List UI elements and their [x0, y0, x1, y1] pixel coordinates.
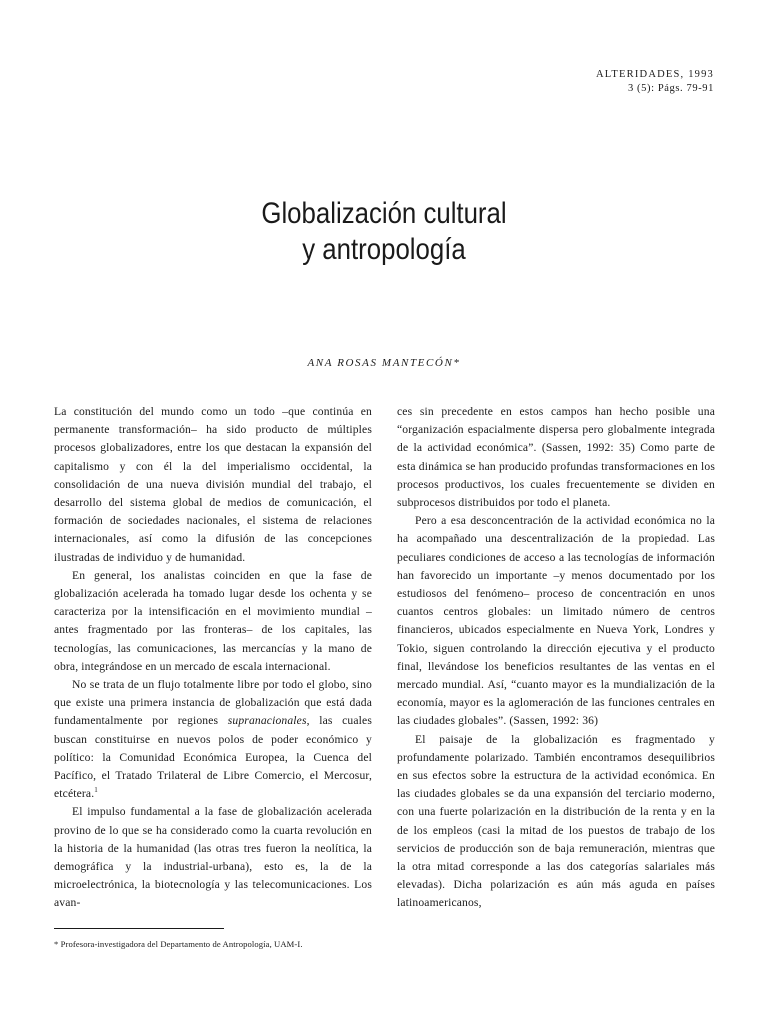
article-title — [54, 196, 714, 268]
left-paragraph-1: La constitución del mundo como un todo –que continúa en permanente transformación– ha sido producto de múltiples procesos globalizadores, entre los que destacan la expansión del capitalismo y con él la del imperialismo occidental, la consolidación de una nueva división mundial del trabajo, el desarrollo del sistema global de medios de comunicación, el formación de sociedades nacionales, el sistema de relaciones internacionales, así como la difusión de las concepciones ilustradas de individuo y de humanidad. — [54, 405, 372, 564]
right-paragraph-1: ces sin precedente en estos campos han hecho posible una “organización espacialmente dispersa pero globalmente integrada de la actividad económica”. (Sassen, 1992: 35) Como parte de esta dinámica se han producido profundas transformaciones en los procesos productivos, los cuales frecuentemente se dividen en subprocesos distribuidos por todo el planeta. — [397, 405, 715, 510]
italic-term: supranacionales — [227, 714, 307, 728]
journal-name-year: ALTERIDADES, 1993 — [595, 69, 714, 80]
right-paragraph-2: Pero a esa desconcentración de la actividad económica no la ha acompañado una descentralización de la propiedad. Las peculiares condiciones de acceso a las tecnologías de información han favorecido un importante –y menos documentado por los estudiosos del fenómeno– proceso de concentración en unos cuantos centros globales: un limitado número de centros financieros, ubicados especialmente en Nueva York, Londres y Tokio, siguen controlando la dirección ejecutiva y el producto final, llevándose los beneficios resultantes de las ventas en el mercado mundial. Así, “cuanto mayor es la mundialización de la economía, mayor es la aglomeración de las funciones centrales en las ciudades globales”. (Sassen, 1992: 36) — [397, 514, 715, 728]
left-paragraph-2: En general, los analistas coinciden en que la fase de globalización acelerada ha tomado lugar desde los ochenta y se caracteriza por la intensificación en el movimiento mundial –antes fragmentado por las fronteras– de los capitales, las tecnologías, las comunicaciones, las mercancías y la mano de obra, integrándose en un mercado de escala internacional. — [54, 568, 372, 673]
title-line-1: Globalización cultural — [261, 197, 507, 230]
footnote-divider — [54, 928, 224, 929]
journal-issue-pages: 3 (5): Págs. 79-91 — [627, 83, 714, 94]
footnote-ref: 1 — [94, 786, 98, 795]
left-paragraph-3-end: , las cuales buscan constituirse en nuevos polos de poder económico y político: la Comunidad Económica Europea, la Cuenca del Pacífico, el Tratado Trilateral de Libre Comercio, el Mercosur, etcétera. — [54, 714, 373, 801]
footnote-text: * Profesora-investigadora del Departamento de Antropología, UAM-I. — [54, 939, 303, 949]
left-paragraph-3 — [54, 676, 372, 803]
left-column — [54, 403, 372, 913]
right-paragraph-3: El paisaje de la globalización es fragmentado y profundamente polarizado. También encontramos desequilibrios en sus efectos sobre la estructura de la actividad económica. En las ciudades globales se da una expansión del terciario moderno, con una fuerte polarización en la distribución de la renta y en la de los empleos (casi la mitad de los puestos de trabajo de los servicios de producción son de baja remuneración, mientras que la otra mitad corresponde a las dos categorías salariales más elevadas). Dicha polarización es aún más aguda en países latinoamericanos, — [397, 732, 715, 910]
title-line-2: y antropología — [302, 233, 466, 266]
left-paragraph-3-start: No se trata de un flujo totalmente libre por todo el globo, sino que existe una primera instancia de globalización que está dada fundamentalmente por regiones — [54, 678, 372, 728]
right-column — [397, 403, 715, 913]
article-author: ANA ROSAS MANTECÓN* — [307, 357, 461, 369]
journal-citation — [596, 68, 714, 96]
left-paragraph-4: El impulso fundamental a la fase de globalización acelerada provino de lo que se ha considerado como la cuarta revolución en la historia de la humanidad (las otras tres fueron la neolítica, la demográfica y la industrial-urbana), esto es, la de la microelectrónica, la biotecnología y las telecomunicaciones. Los avan- — [54, 805, 372, 910]
